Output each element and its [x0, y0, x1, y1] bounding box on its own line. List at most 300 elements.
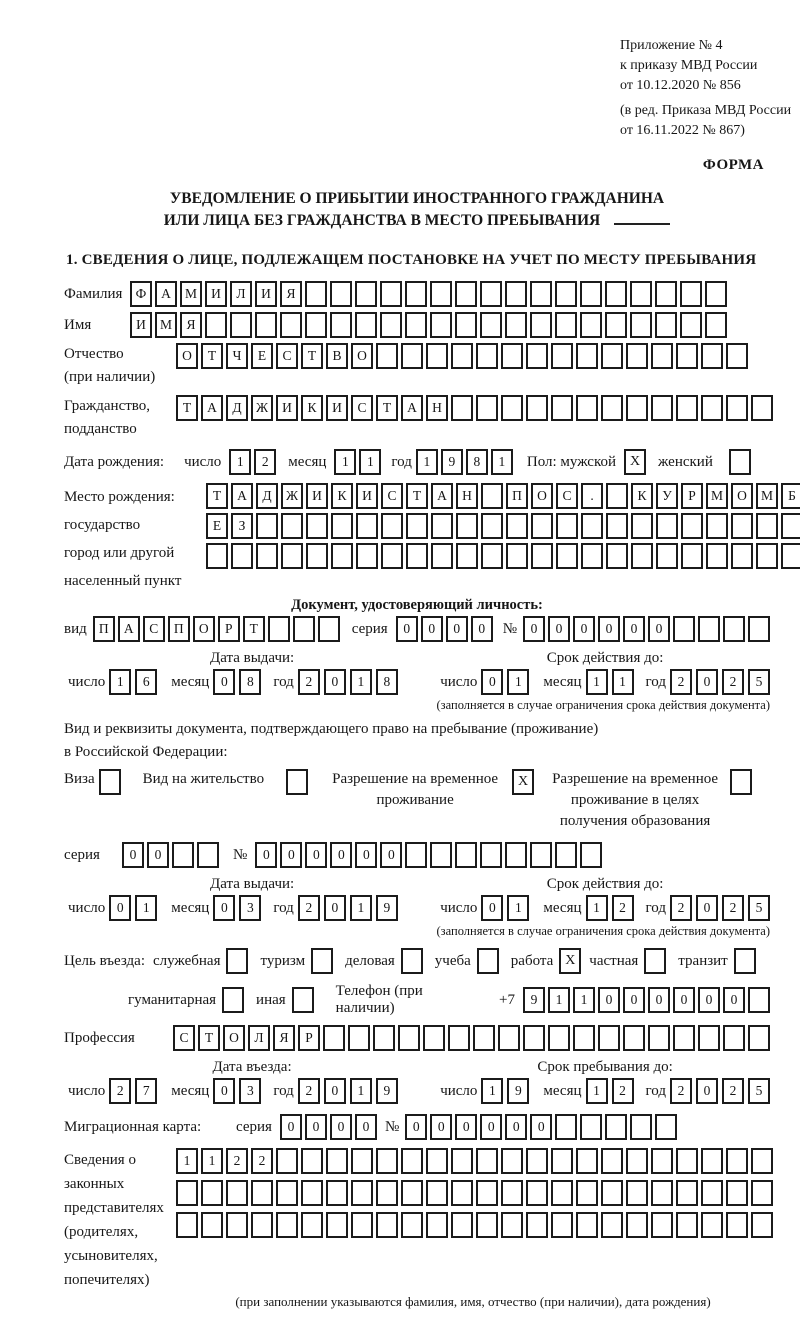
char-cell[interactable]: [651, 1212, 673, 1238]
char-cell[interactable]: [601, 1148, 623, 1174]
char-cell[interactable]: [318, 616, 340, 642]
char-cell[interactable]: [430, 842, 452, 868]
char-cell[interactable]: [655, 281, 677, 307]
char-cell[interactable]: 0: [330, 842, 352, 868]
char-cell[interactable]: [548, 1025, 570, 1051]
char-cell[interactable]: 9: [376, 895, 398, 921]
char-cell[interactable]: Р: [218, 616, 240, 642]
char-cell[interactable]: К: [301, 395, 323, 421]
char-cell[interactable]: [531, 543, 553, 569]
char-cell[interactable]: 1: [229, 449, 251, 475]
char-cell[interactable]: Т: [198, 1025, 220, 1051]
char-cell[interactable]: С: [556, 483, 578, 509]
char-cell[interactable]: Т: [376, 395, 398, 421]
char-cell[interactable]: 0: [530, 1114, 552, 1140]
char-cell[interactable]: [330, 312, 352, 338]
char-cell[interactable]: [630, 312, 652, 338]
char-cell[interactable]: [256, 543, 278, 569]
char-cell[interactable]: [430, 312, 452, 338]
char-cell[interactable]: 0: [421, 616, 443, 642]
char-cell[interactable]: [480, 842, 502, 868]
char-cell[interactable]: [555, 281, 577, 307]
char-cell[interactable]: Н: [426, 395, 448, 421]
char-cell[interactable]: [481, 483, 503, 509]
char-cell[interactable]: 0: [122, 842, 144, 868]
char-cell[interactable]: [255, 312, 277, 338]
char-cell[interactable]: 0: [330, 1114, 352, 1140]
char-cell[interactable]: [301, 1180, 323, 1206]
char-cell[interactable]: [751, 1180, 773, 1206]
char-cell[interactable]: [601, 395, 623, 421]
char-cell[interactable]: [651, 395, 673, 421]
char-cell[interactable]: [351, 1148, 373, 1174]
char-cell[interactable]: [576, 1148, 598, 1174]
char-cell[interactable]: [326, 1148, 348, 1174]
char-cell[interactable]: О: [731, 483, 753, 509]
char-cell[interactable]: [706, 543, 728, 569]
char-cell[interactable]: [580, 842, 602, 868]
char-cell[interactable]: [576, 1180, 598, 1206]
char-cell[interactable]: К: [631, 483, 653, 509]
char-cell[interactable]: 9: [507, 1078, 529, 1104]
char-cell[interactable]: П: [506, 483, 528, 509]
char-cell[interactable]: М: [706, 483, 728, 509]
char-cell[interactable]: Ф: [130, 281, 152, 307]
char-cell[interactable]: [576, 1212, 598, 1238]
purpose-business-checkbox[interactable]: [401, 948, 423, 974]
char-cell[interactable]: [726, 343, 748, 369]
char-cell[interactable]: [205, 312, 227, 338]
char-cell[interactable]: [381, 543, 403, 569]
char-cell[interactable]: Л: [248, 1025, 270, 1051]
purpose-private-checkbox[interactable]: [644, 948, 666, 974]
char-cell[interactable]: [626, 1180, 648, 1206]
char-cell[interactable]: [726, 1180, 748, 1206]
char-cell[interactable]: 0: [147, 842, 169, 868]
char-cell[interactable]: 3: [239, 1078, 261, 1104]
char-cell[interactable]: [676, 395, 698, 421]
char-cell[interactable]: [256, 513, 278, 539]
char-cell[interactable]: [551, 1148, 573, 1174]
char-cell[interactable]: [623, 1025, 645, 1051]
char-cell[interactable]: [726, 1212, 748, 1238]
char-cell[interactable]: [580, 312, 602, 338]
char-cell[interactable]: 1: [586, 1078, 608, 1104]
char-cell[interactable]: [405, 281, 427, 307]
char-cell[interactable]: [351, 1180, 373, 1206]
char-cell[interactable]: [673, 616, 695, 642]
char-cell[interactable]: [748, 987, 770, 1013]
char-cell[interactable]: [676, 1212, 698, 1238]
char-cell[interactable]: [655, 1114, 677, 1140]
char-cell[interactable]: Н: [456, 483, 478, 509]
char-cell[interactable]: Т: [206, 483, 228, 509]
char-cell[interactable]: [226, 1212, 248, 1238]
char-cell[interactable]: Т: [301, 343, 323, 369]
char-cell[interactable]: 1: [612, 669, 634, 695]
char-cell[interactable]: [631, 513, 653, 539]
char-cell[interactable]: И: [205, 281, 227, 307]
char-cell[interactable]: 0: [405, 1114, 427, 1140]
char-cell[interactable]: 1: [350, 895, 372, 921]
char-cell[interactable]: [606, 483, 628, 509]
char-cell[interactable]: [680, 281, 702, 307]
char-cell[interactable]: 0: [380, 842, 402, 868]
char-cell[interactable]: [305, 312, 327, 338]
char-cell[interactable]: [606, 513, 628, 539]
char-cell[interactable]: [701, 1148, 723, 1174]
purpose-transit-checkbox[interactable]: [734, 948, 756, 974]
char-cell[interactable]: Я: [273, 1025, 295, 1051]
char-cell[interactable]: Л: [230, 281, 252, 307]
char-cell[interactable]: [505, 312, 527, 338]
char-cell[interactable]: [426, 1212, 448, 1238]
char-cell[interactable]: [226, 1180, 248, 1206]
char-cell[interactable]: [456, 513, 478, 539]
char-cell[interactable]: [376, 1212, 398, 1238]
char-cell[interactable]: [656, 513, 678, 539]
char-cell[interactable]: [551, 343, 573, 369]
purpose-work-checkbox[interactable]: X: [559, 948, 581, 974]
char-cell[interactable]: 0: [305, 842, 327, 868]
char-cell[interactable]: Е: [251, 343, 273, 369]
char-cell[interactable]: 0: [446, 616, 468, 642]
char-cell[interactable]: С: [351, 395, 373, 421]
char-cell[interactable]: [648, 1025, 670, 1051]
char-cell[interactable]: 1: [507, 895, 529, 921]
char-cell[interactable]: [506, 543, 528, 569]
char-cell[interactable]: [630, 1114, 652, 1140]
char-cell[interactable]: [601, 1212, 623, 1238]
char-cell[interactable]: 0: [523, 616, 545, 642]
char-cell[interactable]: [698, 1025, 720, 1051]
char-cell[interactable]: [280, 312, 302, 338]
char-cell[interactable]: [723, 1025, 745, 1051]
char-cell[interactable]: [281, 513, 303, 539]
char-cell[interactable]: [506, 513, 528, 539]
char-cell[interactable]: [551, 395, 573, 421]
char-cell[interactable]: [401, 1180, 423, 1206]
char-cell[interactable]: [530, 312, 552, 338]
char-cell[interactable]: [681, 513, 703, 539]
char-cell[interactable]: [323, 1025, 345, 1051]
char-cell[interactable]: [401, 1148, 423, 1174]
char-cell[interactable]: [331, 543, 353, 569]
char-cell[interactable]: [555, 842, 577, 868]
char-cell[interactable]: [601, 343, 623, 369]
char-cell[interactable]: Р: [298, 1025, 320, 1051]
char-cell[interactable]: [251, 1180, 273, 1206]
char-cell[interactable]: 0: [548, 616, 570, 642]
char-cell[interactable]: [551, 1180, 573, 1206]
char-cell[interactable]: [756, 543, 778, 569]
char-cell[interactable]: [501, 395, 523, 421]
char-cell[interactable]: Е: [206, 513, 228, 539]
char-cell[interactable]: [431, 513, 453, 539]
char-cell[interactable]: А: [431, 483, 453, 509]
char-cell[interactable]: Б: [781, 483, 800, 509]
char-cell[interactable]: [331, 513, 353, 539]
char-cell[interactable]: [380, 312, 402, 338]
char-cell[interactable]: О: [531, 483, 553, 509]
char-cell[interactable]: Т: [176, 395, 198, 421]
char-cell[interactable]: [306, 543, 328, 569]
char-cell[interactable]: [455, 842, 477, 868]
char-cell[interactable]: [626, 1212, 648, 1238]
char-cell[interactable]: О: [176, 343, 198, 369]
purpose-study-checkbox[interactable]: [477, 948, 499, 974]
residence-permit-checkbox[interactable]: [286, 769, 308, 795]
char-cell[interactable]: [706, 513, 728, 539]
char-cell[interactable]: 0: [623, 987, 645, 1013]
char-cell[interactable]: [326, 1180, 348, 1206]
char-cell[interactable]: [530, 842, 552, 868]
char-cell[interactable]: [276, 1180, 298, 1206]
char-cell[interactable]: 0: [696, 895, 718, 921]
char-cell[interactable]: Д: [226, 395, 248, 421]
char-cell[interactable]: 1: [350, 1078, 372, 1104]
char-cell[interactable]: [376, 343, 398, 369]
char-cell[interactable]: [530, 281, 552, 307]
char-cell[interactable]: М: [756, 483, 778, 509]
char-cell[interactable]: [376, 1180, 398, 1206]
char-cell[interactable]: [293, 616, 315, 642]
char-cell[interactable]: 8: [376, 669, 398, 695]
char-cell[interactable]: 0: [324, 669, 346, 695]
char-cell[interactable]: [751, 395, 773, 421]
char-cell[interactable]: [176, 1212, 198, 1238]
char-cell[interactable]: 0: [213, 669, 235, 695]
char-cell[interactable]: 1: [350, 669, 372, 695]
char-cell[interactable]: З: [231, 513, 253, 539]
char-cell[interactable]: [531, 513, 553, 539]
char-cell[interactable]: О: [351, 343, 373, 369]
char-cell[interactable]: [501, 1180, 523, 1206]
char-cell[interactable]: [748, 1025, 770, 1051]
char-cell[interactable]: [580, 281, 602, 307]
char-cell[interactable]: [731, 513, 753, 539]
char-cell[interactable]: [405, 842, 427, 868]
char-cell[interactable]: 1: [491, 449, 513, 475]
char-cell[interactable]: 0: [723, 987, 745, 1013]
char-cell[interactable]: 0: [213, 895, 235, 921]
char-cell[interactable]: [455, 312, 477, 338]
char-cell[interactable]: 6: [135, 669, 157, 695]
char-cell[interactable]: [451, 1212, 473, 1238]
char-cell[interactable]: Я: [280, 281, 302, 307]
char-cell[interactable]: 0: [213, 1078, 235, 1104]
char-cell[interactable]: [376, 1148, 398, 1174]
char-cell[interactable]: [556, 513, 578, 539]
char-cell[interactable]: [756, 513, 778, 539]
char-cell[interactable]: [281, 543, 303, 569]
char-cell[interactable]: 2: [298, 1078, 320, 1104]
char-cell[interactable]: [701, 1180, 723, 1206]
char-cell[interactable]: 0: [648, 987, 670, 1013]
char-cell[interactable]: [526, 395, 548, 421]
char-cell[interactable]: [705, 312, 727, 338]
char-cell[interactable]: 9: [523, 987, 545, 1013]
char-cell[interactable]: [726, 395, 748, 421]
char-cell[interactable]: [656, 543, 678, 569]
char-cell[interactable]: [480, 281, 502, 307]
char-cell[interactable]: 3: [239, 895, 261, 921]
char-cell[interactable]: 1: [548, 987, 570, 1013]
char-cell[interactable]: [451, 1148, 473, 1174]
char-cell[interactable]: [673, 1025, 695, 1051]
char-cell[interactable]: 7: [135, 1078, 157, 1104]
char-cell[interactable]: [598, 1025, 620, 1051]
char-cell[interactable]: [172, 842, 194, 868]
purpose-humanitarian-checkbox[interactable]: [222, 987, 244, 1013]
char-cell[interactable]: И: [326, 395, 348, 421]
char-cell[interactable]: [431, 543, 453, 569]
purpose-official-checkbox[interactable]: [226, 948, 248, 974]
char-cell[interactable]: [626, 343, 648, 369]
char-cell[interactable]: 2: [670, 669, 692, 695]
char-cell[interactable]: [201, 1180, 223, 1206]
char-cell[interactable]: [573, 1025, 595, 1051]
char-cell[interactable]: [406, 513, 428, 539]
char-cell[interactable]: [681, 543, 703, 569]
char-cell[interactable]: 0: [396, 616, 418, 642]
char-cell[interactable]: [705, 281, 727, 307]
char-cell[interactable]: [301, 1148, 323, 1174]
char-cell[interactable]: [448, 1025, 470, 1051]
char-cell[interactable]: .: [581, 483, 603, 509]
char-cell[interactable]: А: [155, 281, 177, 307]
char-cell[interactable]: 2: [722, 895, 744, 921]
char-cell[interactable]: У: [656, 483, 678, 509]
char-cell[interactable]: [501, 1212, 523, 1238]
char-cell[interactable]: 2: [670, 1078, 692, 1104]
char-cell[interactable]: С: [381, 483, 403, 509]
char-cell[interactable]: 2: [670, 895, 692, 921]
char-cell[interactable]: 0: [305, 1114, 327, 1140]
char-cell[interactable]: Т: [243, 616, 265, 642]
char-cell[interactable]: [781, 543, 800, 569]
char-cell[interactable]: [605, 1114, 627, 1140]
char-cell[interactable]: [423, 1025, 445, 1051]
char-cell[interactable]: Ж: [251, 395, 273, 421]
char-cell[interactable]: [276, 1148, 298, 1174]
char-cell[interactable]: [605, 281, 627, 307]
char-cell[interactable]: [526, 1180, 548, 1206]
char-cell[interactable]: И: [130, 312, 152, 338]
char-cell[interactable]: [581, 513, 603, 539]
char-cell[interactable]: [606, 543, 628, 569]
char-cell[interactable]: С: [173, 1025, 195, 1051]
char-cell[interactable]: [676, 1148, 698, 1174]
char-cell[interactable]: [451, 1180, 473, 1206]
char-cell[interactable]: [451, 343, 473, 369]
char-cell[interactable]: [306, 513, 328, 539]
char-cell[interactable]: 0: [280, 1114, 302, 1140]
char-cell[interactable]: М: [180, 281, 202, 307]
char-cell[interactable]: 0: [280, 842, 302, 868]
char-cell[interactable]: 2: [298, 669, 320, 695]
char-cell[interactable]: [556, 543, 578, 569]
char-cell[interactable]: [555, 312, 577, 338]
char-cell[interactable]: 1: [359, 449, 381, 475]
char-cell[interactable]: 0: [355, 1114, 377, 1140]
char-cell[interactable]: [268, 616, 290, 642]
char-cell[interactable]: [348, 1025, 370, 1051]
char-cell[interactable]: [526, 1148, 548, 1174]
char-cell[interactable]: [701, 395, 723, 421]
char-cell[interactable]: А: [231, 483, 253, 509]
temp-residence-education-checkbox[interactable]: [730, 769, 752, 795]
char-cell[interactable]: [551, 1212, 573, 1238]
char-cell[interactable]: О: [223, 1025, 245, 1051]
char-cell[interactable]: С: [143, 616, 165, 642]
char-cell[interactable]: 0: [480, 1114, 502, 1140]
char-cell[interactable]: [206, 543, 228, 569]
char-cell[interactable]: [481, 543, 503, 569]
char-cell[interactable]: [251, 1212, 273, 1238]
char-cell[interactable]: П: [93, 616, 115, 642]
char-cell[interactable]: 0: [471, 616, 493, 642]
char-cell[interactable]: [405, 312, 427, 338]
char-cell[interactable]: [473, 1025, 495, 1051]
char-cell[interactable]: 0: [598, 616, 620, 642]
sex-female-checkbox[interactable]: [729, 449, 751, 475]
char-cell[interactable]: [476, 395, 498, 421]
char-cell[interactable]: [373, 1025, 395, 1051]
char-cell[interactable]: [723, 616, 745, 642]
char-cell[interactable]: 0: [696, 1078, 718, 1104]
char-cell[interactable]: [355, 281, 377, 307]
char-cell[interactable]: М: [155, 312, 177, 338]
char-cell[interactable]: 0: [505, 1114, 527, 1140]
char-cell[interactable]: [781, 513, 800, 539]
char-cell[interactable]: А: [201, 395, 223, 421]
char-cell[interactable]: А: [118, 616, 140, 642]
char-cell[interactable]: [355, 312, 377, 338]
char-cell[interactable]: [501, 343, 523, 369]
char-cell[interactable]: И: [276, 395, 298, 421]
char-cell[interactable]: И: [306, 483, 328, 509]
char-cell[interactable]: 1: [416, 449, 438, 475]
char-cell[interactable]: 1: [334, 449, 356, 475]
char-cell[interactable]: [581, 543, 603, 569]
char-cell[interactable]: 0: [455, 1114, 477, 1140]
char-cell[interactable]: [751, 1212, 773, 1238]
char-cell[interactable]: [197, 842, 219, 868]
char-cell[interactable]: [526, 1212, 548, 1238]
char-cell[interactable]: [626, 395, 648, 421]
char-cell[interactable]: 0: [324, 1078, 346, 1104]
char-cell[interactable]: В: [326, 343, 348, 369]
char-cell[interactable]: 1: [109, 669, 131, 695]
char-cell[interactable]: [201, 1212, 223, 1238]
char-cell[interactable]: П: [168, 616, 190, 642]
char-cell[interactable]: 2: [254, 449, 276, 475]
char-cell[interactable]: [330, 281, 352, 307]
char-cell[interactable]: [676, 343, 698, 369]
char-cell[interactable]: [176, 1180, 198, 1206]
char-cell[interactable]: 2: [722, 1078, 744, 1104]
char-cell[interactable]: [426, 1148, 448, 1174]
char-cell[interactable]: [676, 1180, 698, 1206]
char-cell[interactable]: К: [331, 483, 353, 509]
char-cell[interactable]: 1: [176, 1148, 198, 1174]
char-cell[interactable]: [231, 543, 253, 569]
char-cell[interactable]: И: [255, 281, 277, 307]
char-cell[interactable]: [351, 1212, 373, 1238]
char-cell[interactable]: 5: [748, 669, 770, 695]
char-cell[interactable]: 2: [612, 895, 634, 921]
